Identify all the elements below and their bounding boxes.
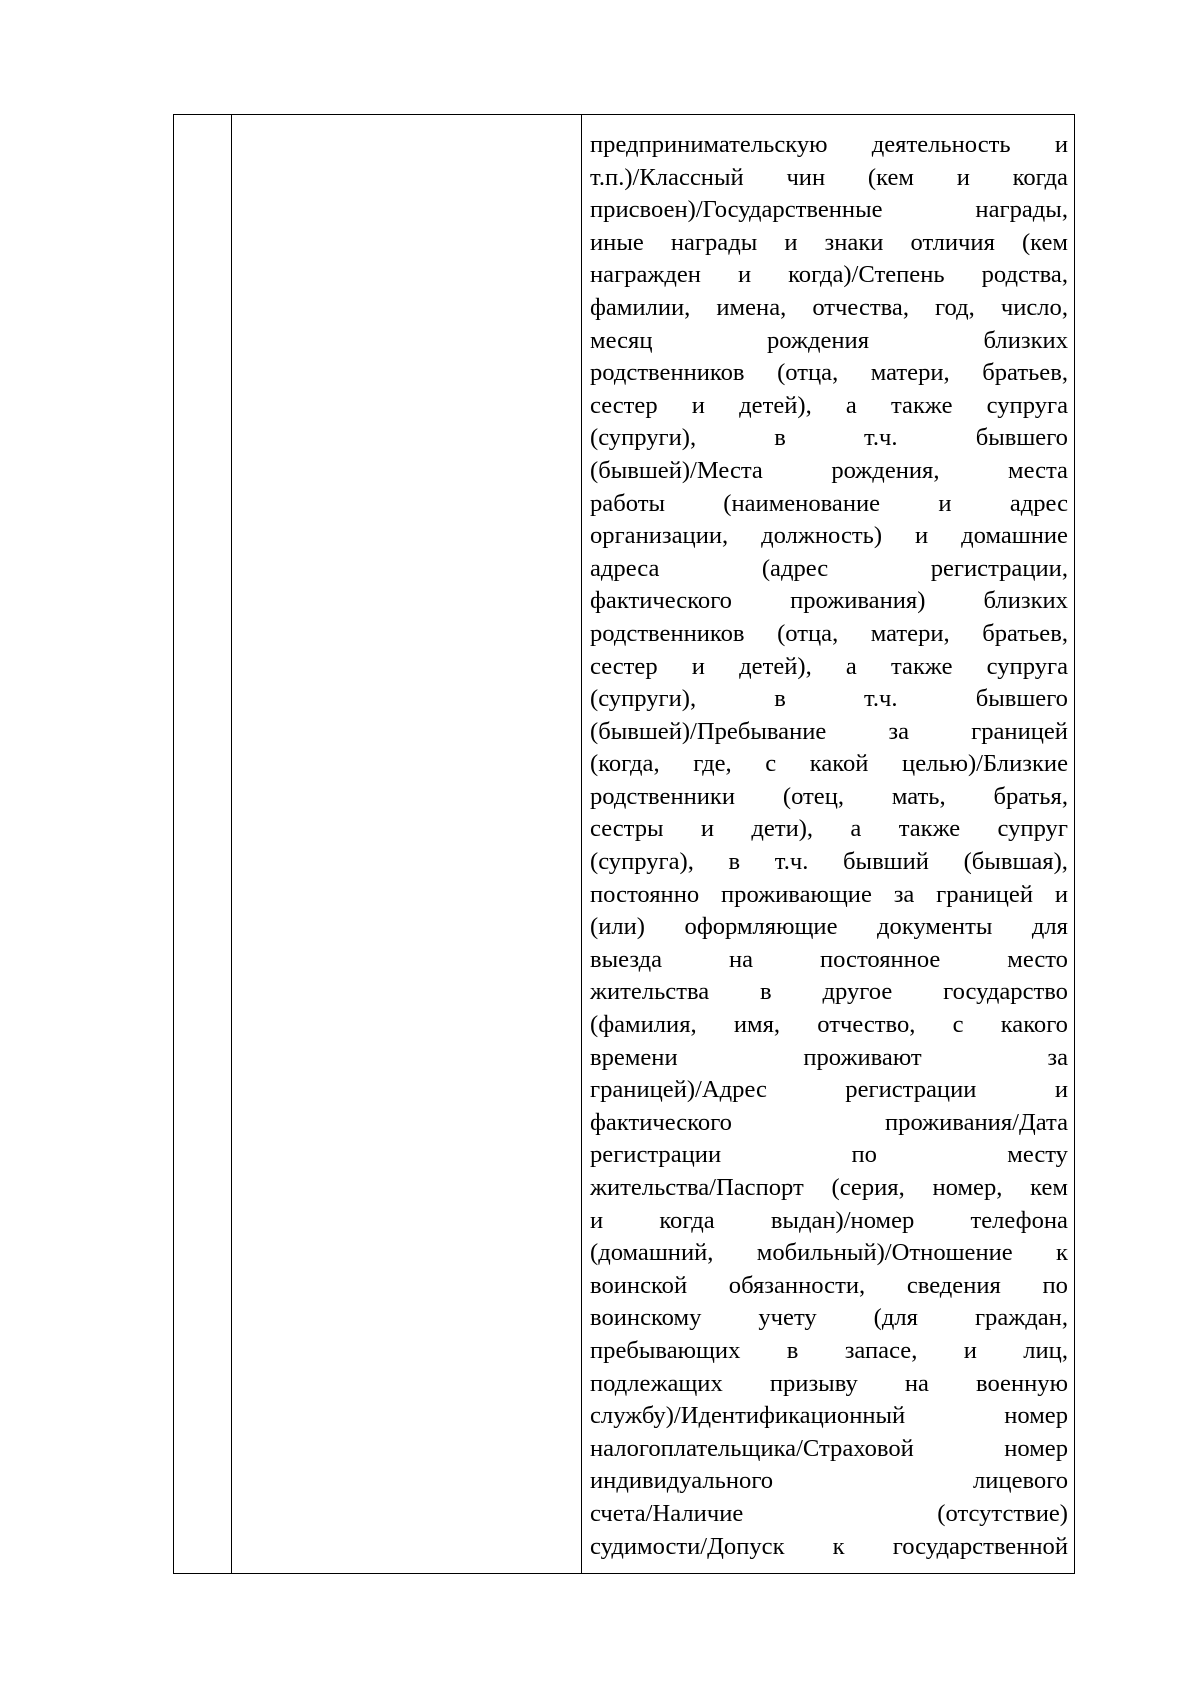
text-line: месяц рождения близких [590, 326, 1068, 354]
text-line: награжден и когда)/Степень родства, [590, 261, 1068, 289]
row-data-cell [582, 115, 1075, 1574]
text-line: судимости/Допуск к государственной [590, 1532, 1068, 1560]
text-line: родственников (отца, матери, братьев, [590, 619, 1068, 647]
text-line: подлежащих призыву на военную [590, 1369, 1068, 1397]
text-line: счета/Наличие (отсутствие) [590, 1499, 1068, 1527]
text-line: иные награды и знаки отличия (кем [590, 228, 1068, 256]
text-line: (супруга), в т.ч. бывший (бывшая), [590, 848, 1068, 876]
text-line: сестры и дети), а также супруг [590, 815, 1068, 843]
text-line: фамилии, имена, отчества, год, число, [590, 293, 1068, 321]
text-line: сестер и детей), а также супруга [590, 391, 1068, 419]
text-line: родственники (отец, мать, братья, [590, 782, 1068, 810]
text-line: фактического проживания) близких [590, 587, 1068, 615]
text-line: воинскому учету (для граждан, [590, 1304, 1068, 1332]
text-line: присвоен)/Государственные награды, [590, 196, 1068, 224]
text-line: сестер и детей), а также супруга [590, 652, 1068, 680]
row-data-text [582, 115, 1074, 1563]
text-line: жительства/Паспорт (серия, номер, кем [590, 1174, 1068, 1201]
text-line: границей)/Адрес регистрации и [590, 1076, 1068, 1104]
document-table [173, 114, 1075, 1574]
text-line: воинской обязанности, сведения по [590, 1271, 1068, 1299]
text-line: (супруги), в т.ч. бывшего [590, 685, 1068, 713]
text-line: жительства в другое государство [590, 978, 1068, 1006]
text-line: т.п.)/Классный чин (кем и когда [590, 163, 1068, 191]
table-row [174, 115, 1075, 1574]
text-line: (бывшей)/Места рождения, места [590, 456, 1068, 484]
text-line: работы (наименование и адрес [590, 489, 1068, 517]
text-line: (супруги), в т.ч. бывшего [590, 424, 1068, 452]
text-line: индивидуального лицевого [590, 1467, 1068, 1495]
text-line: предпринимательскую деятельность и [590, 131, 1068, 158]
text-line: выезда на постоянное место [590, 945, 1068, 973]
text-line: организации, должность) и домашние [590, 522, 1068, 550]
text-line: службу)/Идентификационный номер [590, 1402, 1068, 1430]
text-line: родственников (отца, матери, братьев, [590, 359, 1068, 387]
text-line: (или) оформляющие документы для [590, 913, 1068, 941]
text-line: и когда выдан)/номер телефона [590, 1206, 1068, 1234]
text-line: фактического проживания/Дата [590, 1108, 1068, 1136]
row-number-cell [174, 115, 232, 1574]
text-line: пребывающих в запасе, и лиц, [590, 1336, 1068, 1364]
text-line: (бывшей)/Пребывание за границей [590, 717, 1068, 745]
text-line: налогоплательщика/Страховой номер [590, 1434, 1068, 1462]
text-line: (фамилия, имя, отчество, с какого [590, 1011, 1068, 1039]
text-line: (когда, где, с какой целью)/Близкие [590, 750, 1068, 778]
text-line: регистрации по месту [590, 1141, 1068, 1169]
text-line: времени проживают за [590, 1043, 1068, 1071]
row-name-cell [232, 115, 582, 1574]
text-line: (домашний, мобильный)/Отношение к [590, 1239, 1068, 1267]
text-line: адреса (адрес регистрации, [590, 554, 1068, 582]
text-line: постоянно проживающие за границей и [590, 880, 1068, 908]
